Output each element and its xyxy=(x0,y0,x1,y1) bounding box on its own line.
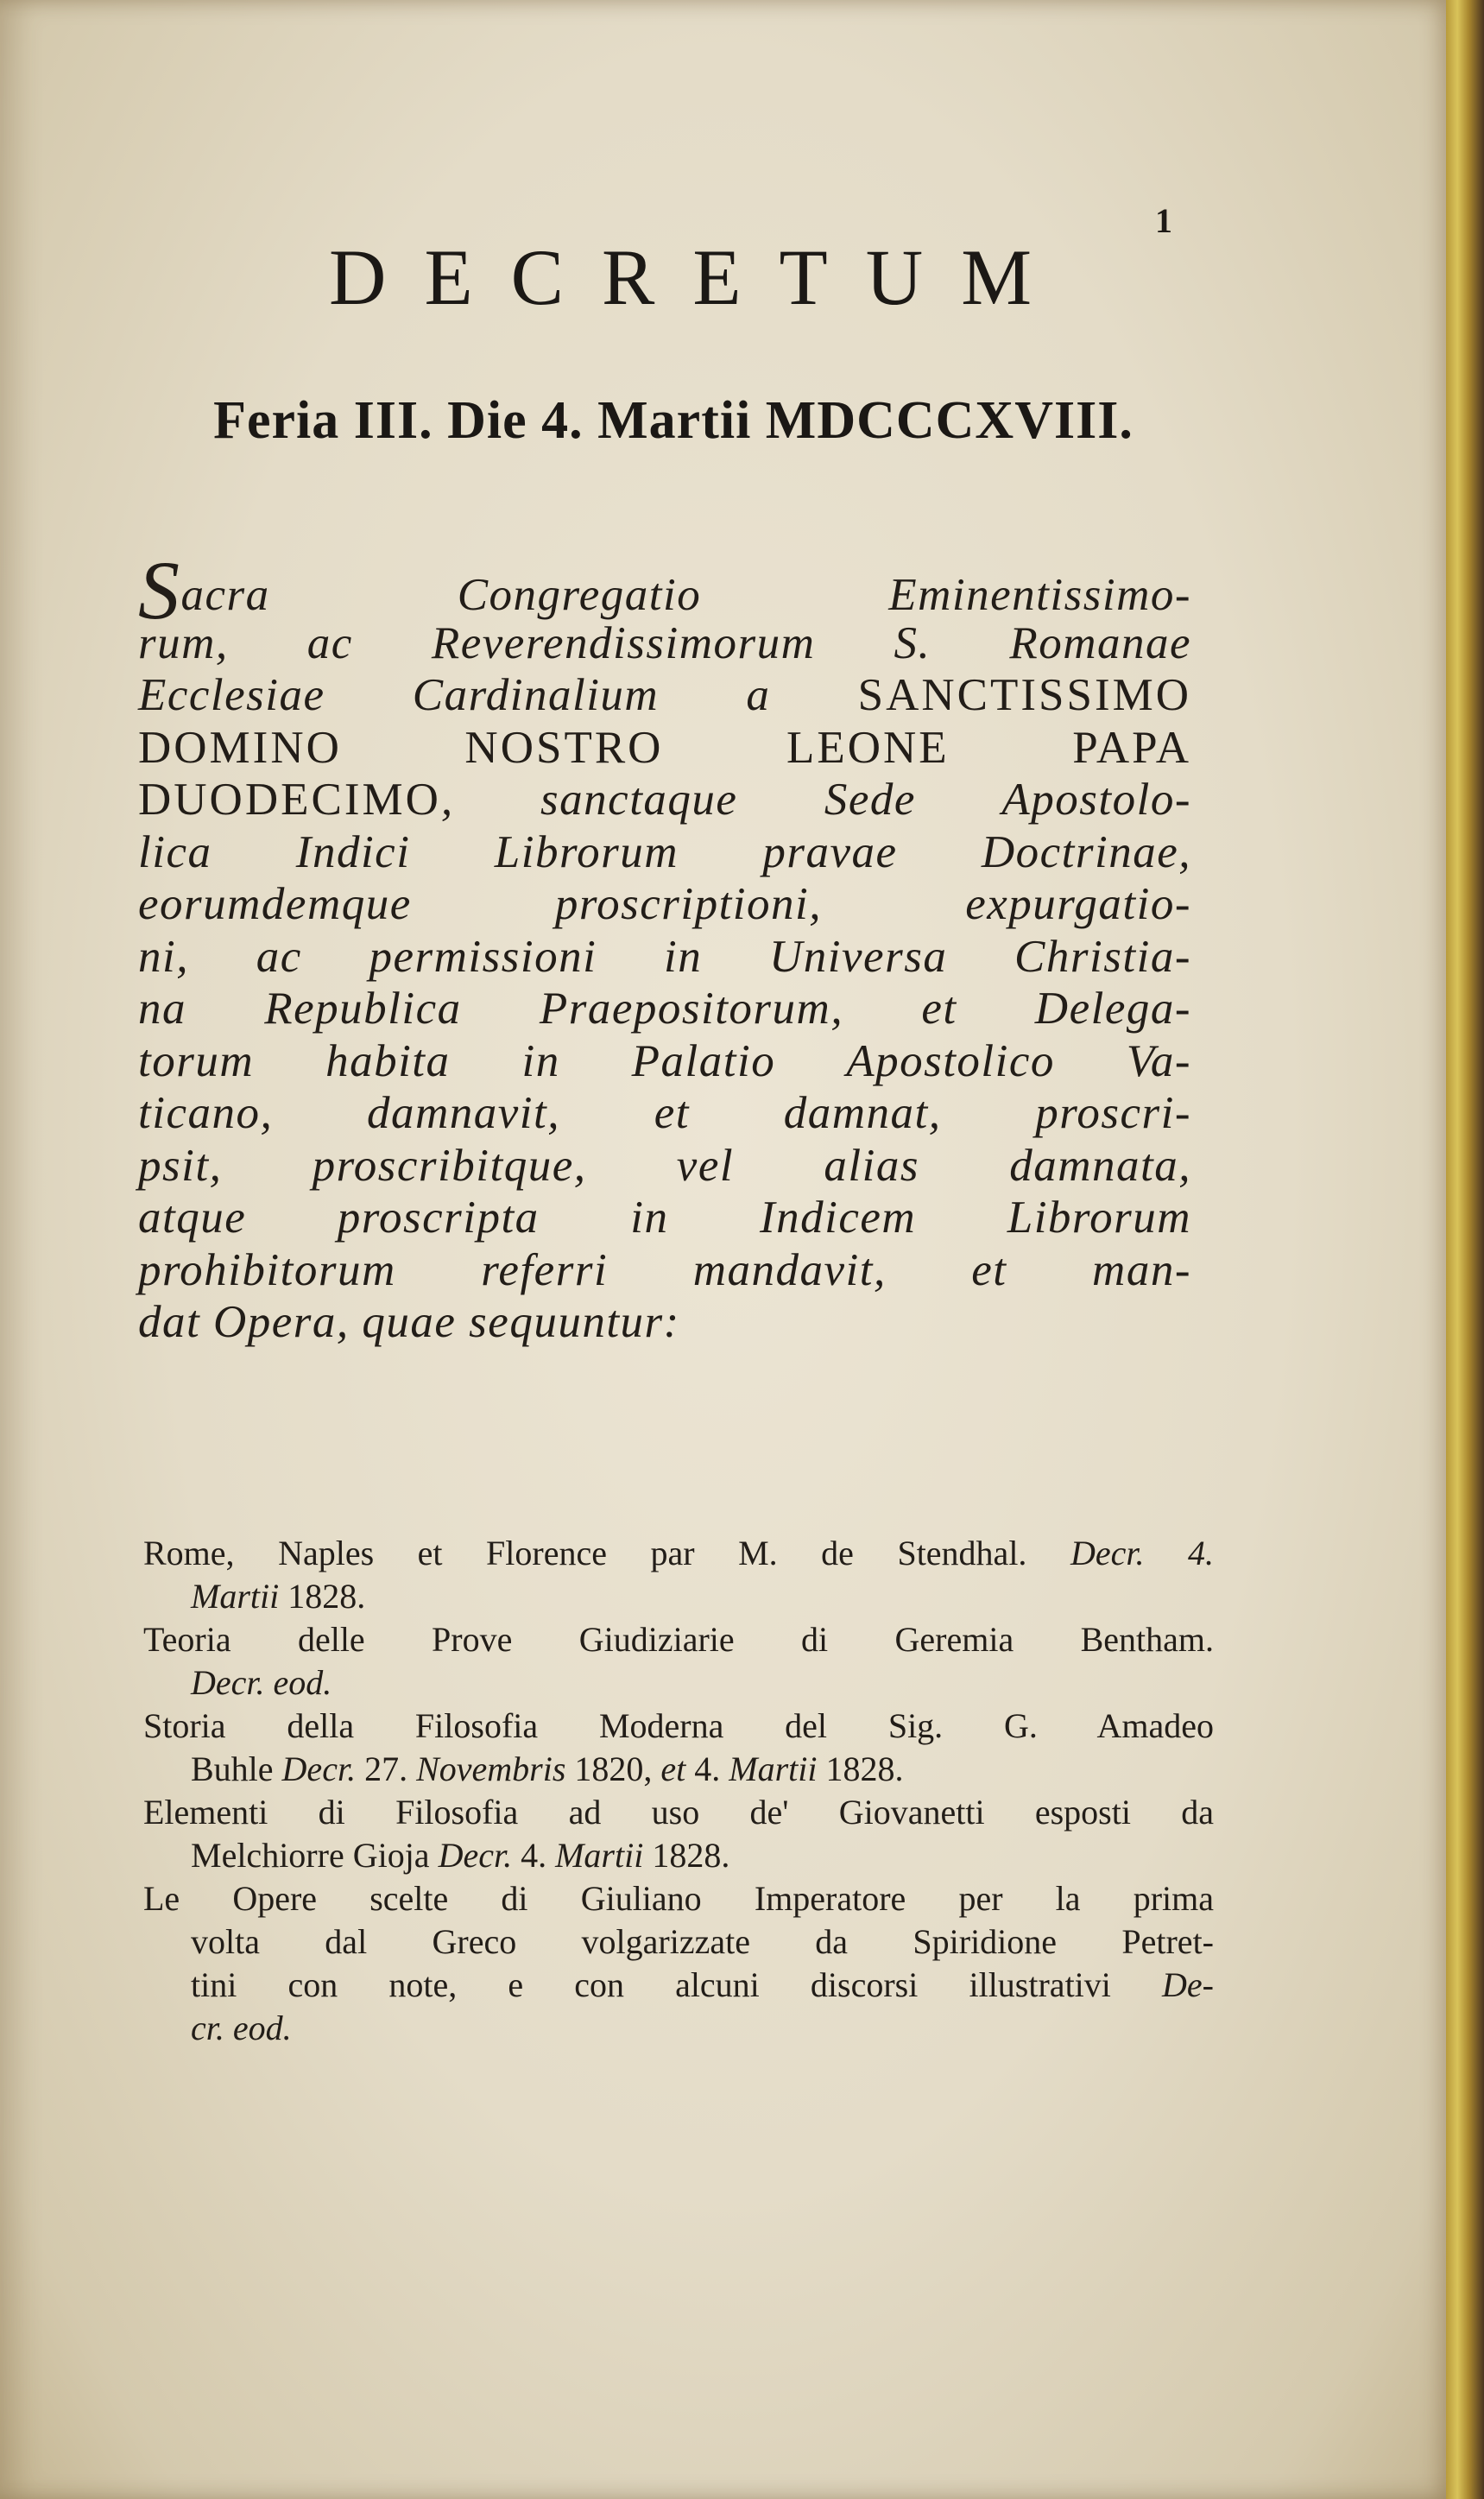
decree-date: Feria III. Die 4. Martii MDCCCXVIII. xyxy=(213,391,1134,450)
decree-text: ni, ac permissioni in Universa Christia- xyxy=(138,931,1191,982)
entry-decree-ref: Decr. xyxy=(438,1836,513,1875)
decree-text: lica Indici Librorum pravae Doctrinae, xyxy=(138,826,1191,877)
entry-line xyxy=(143,1618,1214,1661)
decree-line xyxy=(138,669,1191,722)
entry-line xyxy=(143,1791,1214,1834)
decree-text: dat Opera, quae sequuntur: xyxy=(138,1297,680,1347)
entry-decree-ref: Decr. eod. xyxy=(191,1663,332,1702)
entry-text: 27. xyxy=(356,1749,417,1788)
entry-text: 1828. xyxy=(279,1577,366,1616)
decree-text: rum, ac Reverendissimorum S. Romanae xyxy=(138,617,1191,668)
decree-line xyxy=(138,1140,1191,1193)
entry-text: tini con note, e con alcuni discorsi illustrativi xyxy=(191,1965,1163,2004)
entry-decree-ref: Martii xyxy=(729,1749,818,1788)
decree-line xyxy=(138,617,1191,670)
entry-text: Rome, Naples et Florence par M. de Stendhal. xyxy=(143,1534,1070,1572)
entry-decree-ref: Martii xyxy=(555,1836,644,1875)
decree-text: acra Congregatio Eminentissimo- xyxy=(180,570,1191,620)
book-edge xyxy=(1446,0,1484,2499)
decree-text: atque proscripta in Indicem Librorum xyxy=(138,1193,1191,1243)
decree-text: psit, proscribitque, vel alias damnata, xyxy=(138,1140,1191,1191)
decree-caps-text: DOMINO NOSTRO LEONE PAPA xyxy=(138,722,1191,773)
prohibited-work-entry xyxy=(143,1705,1214,1791)
entry-text: Le Opere scelte di Giuliano Imperatore per la prima xyxy=(143,1879,1214,1918)
entry-decree-ref: cr. eod. xyxy=(191,2009,292,2047)
prohibited-work-entry xyxy=(143,1791,1214,1877)
entry-text: 4. xyxy=(685,1749,729,1788)
decree-text: ticano, damnavit, et damnat, proscri- xyxy=(138,1088,1191,1138)
drop-cap: S xyxy=(138,544,181,636)
entry-decree-ref: Decr. 4. xyxy=(1070,1534,1214,1572)
entry-text: Buhle xyxy=(191,1749,282,1788)
decree-line xyxy=(138,1087,1191,1140)
entry-line xyxy=(143,1964,1214,2007)
decree-line xyxy=(138,1244,1191,1297)
entry-line xyxy=(143,2007,1214,2050)
decree-text: Ecclesiae Cardinalium a xyxy=(138,670,858,720)
decree-text: prohibitorum referri mandavit, et man- xyxy=(138,1244,1191,1295)
entry-line xyxy=(143,1920,1214,1964)
decree-line xyxy=(138,826,1191,879)
entry-text: 1828. xyxy=(643,1836,730,1875)
decree-line xyxy=(138,1192,1191,1244)
decree-text: eorumdemque proscriptioni, expurgatio- xyxy=(138,879,1191,929)
prohibited-work-entry xyxy=(143,1532,1214,1618)
page-number: 1 xyxy=(1155,201,1172,240)
entry-line xyxy=(143,1834,1214,1877)
entry-decree-ref: Novembris xyxy=(416,1749,566,1788)
decree-line xyxy=(138,722,1191,775)
entry-text: 1820, xyxy=(565,1749,661,1788)
prohibited-work-entry xyxy=(143,1618,1214,1705)
decree-line xyxy=(138,1035,1191,1088)
decree-text: , sanctaque Sede Apostolo- xyxy=(440,775,1191,825)
prohibited-works-list xyxy=(143,1532,1214,2050)
decree-caps-text: DUODECIMO xyxy=(138,775,441,825)
decree-text: na Republica Praepositorum, et Delega- xyxy=(138,984,1191,1034)
decree-title: DECRETUM xyxy=(329,233,1070,321)
entry-line xyxy=(143,1532,1214,1575)
entry-text: volta dal Greco volgarizzate da Spiridione Petret- xyxy=(191,1922,1214,1961)
decree-text: torum habita in Palatio Apostolico Va- xyxy=(138,1035,1191,1086)
decree-line xyxy=(138,878,1191,931)
entry-text: Teoria delle Prove Giudiziarie di Geremia Bentham. xyxy=(143,1620,1214,1659)
decree-line xyxy=(138,931,1191,984)
decree-line xyxy=(138,774,1191,826)
entry-text: 4. xyxy=(512,1836,556,1875)
decree-line xyxy=(138,544,1191,636)
entry-line xyxy=(143,1575,1214,1618)
entry-decree-ref: Decr. xyxy=(281,1749,357,1788)
entry-line xyxy=(143,1705,1214,1748)
entry-text: 1828. xyxy=(817,1749,904,1788)
entry-line xyxy=(143,1748,1214,1791)
entry-decree-ref: et xyxy=(660,1749,686,1788)
decree-line xyxy=(138,1296,1191,1349)
decree-caps-text: SANCTISSIMO xyxy=(857,670,1191,720)
entry-text: Storia della Filosofia Moderna del Sig. G. Amadeo xyxy=(143,1706,1214,1745)
prohibited-work-entry xyxy=(143,1877,1214,2050)
entry-line xyxy=(143,1877,1214,1920)
entry-text: Elementi di Filosofia ad uso de' Giovanetti esposti da xyxy=(143,1793,1214,1832)
entry-decree-ref: De- xyxy=(1162,1965,1214,2004)
decree-body xyxy=(138,544,1191,1349)
entry-decree-ref: Martii xyxy=(191,1577,280,1616)
decree-line xyxy=(138,983,1191,1035)
entry-text: Melchiorre Gioja xyxy=(191,1836,439,1875)
entry-line xyxy=(143,1661,1214,1705)
